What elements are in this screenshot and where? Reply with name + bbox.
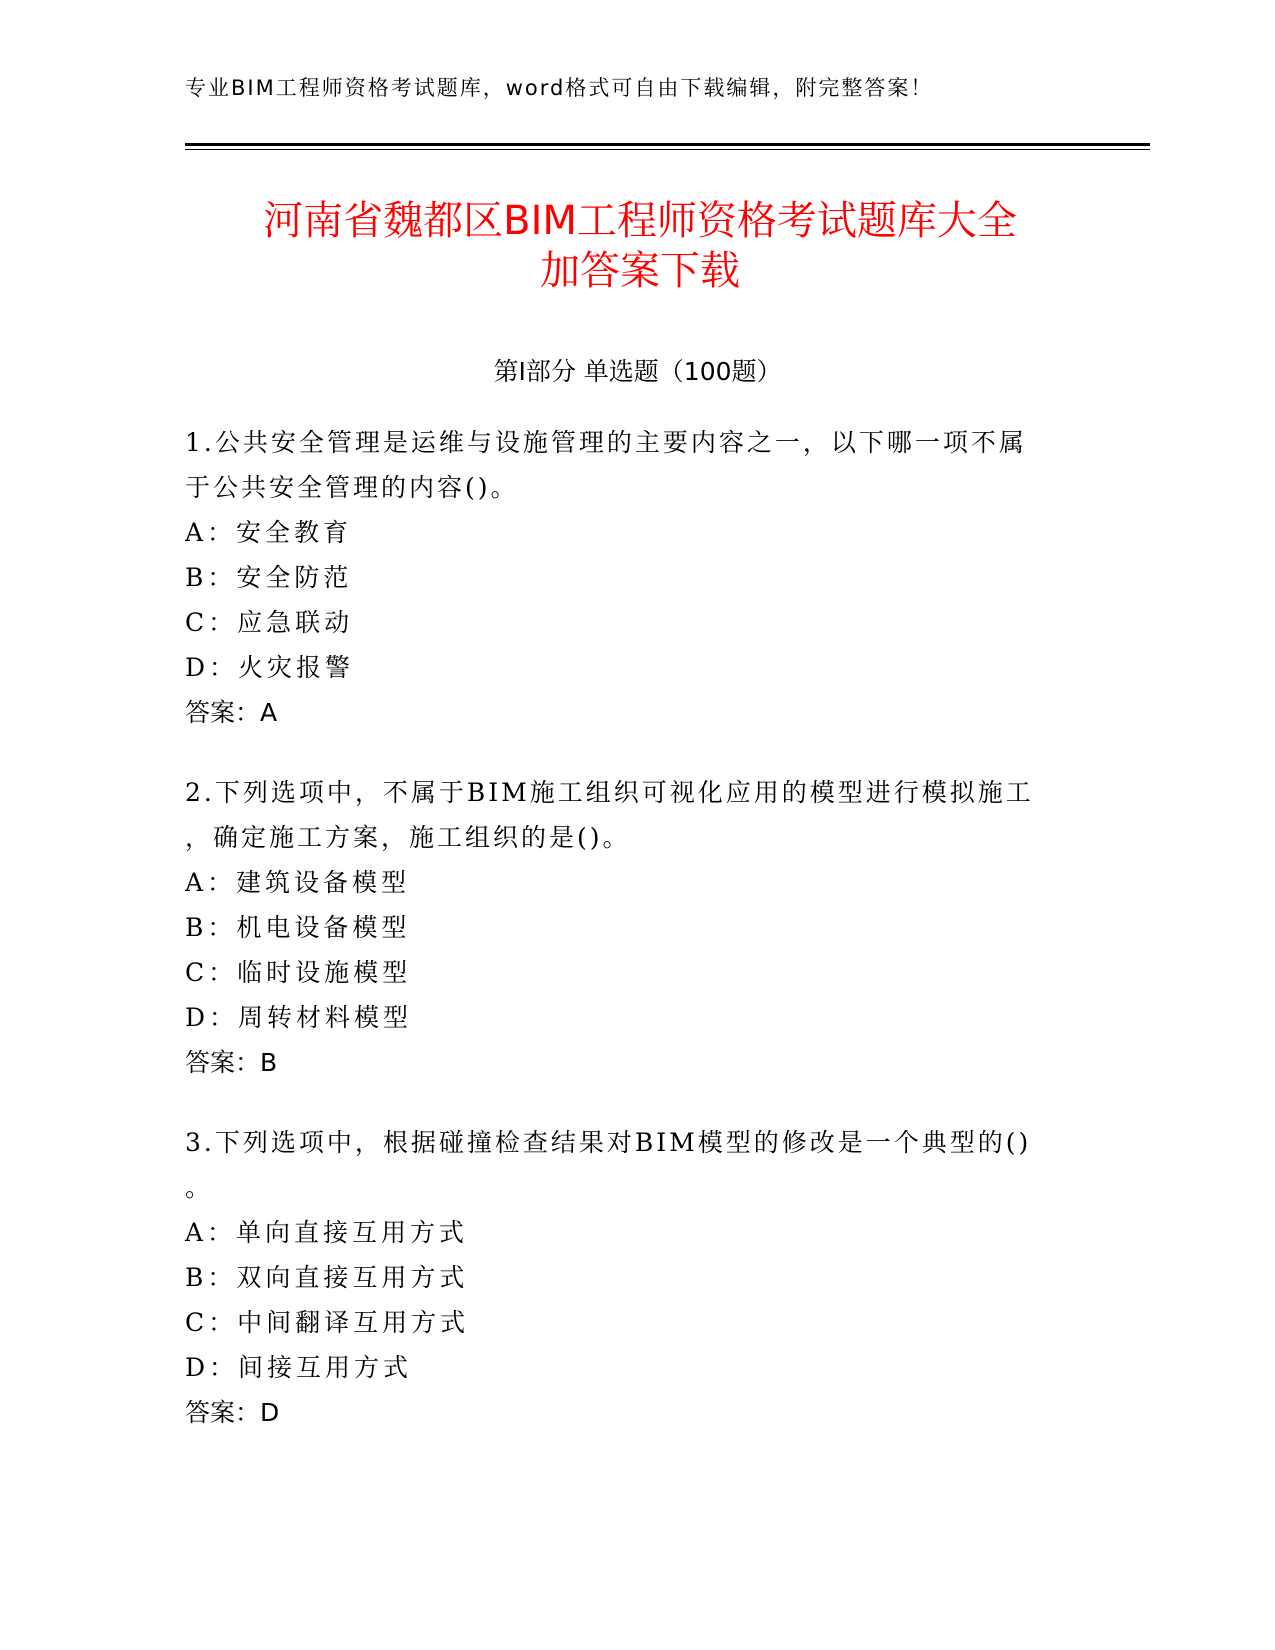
question-stem-line: 3.下列选项中，根据碰撞检查结果对BIM模型的修改是一个典型的(): [185, 1128, 1032, 1157]
page-header-text: 专业BIM工程师资格考试题库，word格式可自由下载编辑，附完整答案！: [185, 76, 934, 100]
option-d: D：周转材料模型: [185, 1003, 413, 1032]
question-stem-line: ，确定施工方案，施工组织的是()。: [185, 823, 631, 852]
question-stem-line: 。: [185, 1173, 214, 1202]
answer: 答案：D: [185, 1398, 280, 1427]
answer: 答案：B: [185, 1048, 278, 1077]
option-b: B：机电设备模型: [185, 913, 411, 942]
option-d: D：间接互用方式: [185, 1353, 413, 1382]
option-b: B：安全防范: [185, 563, 353, 592]
question-3: [185, 1120, 1055, 1435]
question-1: [185, 420, 1055, 735]
option-a: A：单向直接互用方式: [185, 1218, 469, 1247]
header-rule-thick: [185, 143, 1150, 146]
option-b: B：双向直接互用方式: [185, 1263, 469, 1292]
section-heading: 第I部分 单选题（100题）: [493, 357, 782, 386]
document-title-line-1: 河南省魏都区BIM工程师资格考试题库大全: [263, 198, 1017, 244]
answer: 答案：A: [185, 698, 278, 727]
header-rule-thin: [185, 149, 1150, 150]
option-d: D：火灾报警: [185, 653, 355, 682]
document-title-line-2: 加答案下载: [540, 248, 740, 294]
option-a: A：安全教育: [185, 518, 353, 547]
question-stem-line: 1.公共安全管理是运维与设施管理的主要内容之一，以下哪一项不属: [185, 428, 1027, 457]
question-stem-line: 于公共安全管理的内容()。: [185, 473, 519, 502]
option-c: C：临时设施模型: [185, 958, 412, 987]
document-title: [160, 196, 1120, 296]
option-c: C：中间翻译互用方式: [185, 1308, 470, 1337]
option-c: C：应急联动: [185, 608, 354, 637]
question-2: [185, 770, 1055, 1085]
option-a: A：建筑设备模型: [185, 868, 411, 897]
question-stem-line: 2.下列选项中，不属于BIM施工组织可视化应用的模型进行模拟施工: [185, 778, 1034, 807]
